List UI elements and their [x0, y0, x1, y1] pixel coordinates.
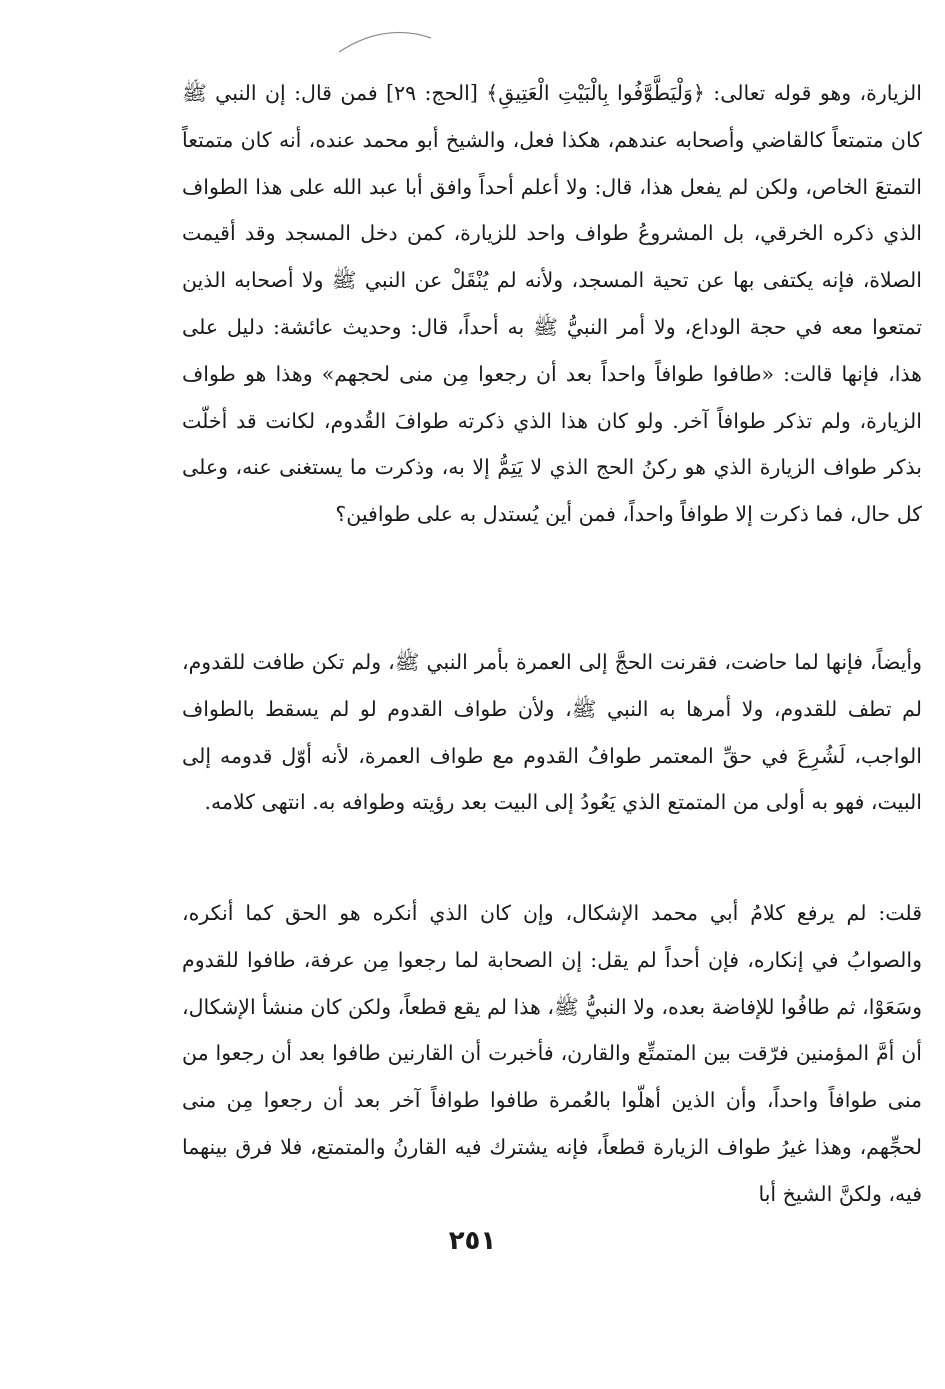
paragraph-block-3: [182, 890, 922, 1218]
paragraph-block-2: [182, 639, 922, 826]
page-number: ٢٥١: [448, 1226, 497, 1256]
page-top-arc-mark: [335, 28, 435, 54]
paragraph-3: قلت: لم يرفع كلامُ أبي محمد الإشكال، وإن كان الذي أنكره هو الحق كما أنكره، والصوابُ في إنكاره، فإن أحداً لم يقل: إن الصحابة لما رجعوا مِن عرفة، طافوا للقدوم وسَعَوْا، ثم طافُوا للإفاضة بعده، ولا النبيُّ ﷺ، هذا لم يقع قطعاً، ولكن كان منشأ الإشكال، أن أمَّ المؤمنين فرّقت بين المتمتِّع والقارن، فأخبرت أن القارنين طافوا بعد أن رجعوا من منى طوافاً واحداً، وأن الذين أهلّوا بالعُمرة طافوا طوافاً آخر بعد أن رجعوا مِن منى لحجِّهم، وهذا غيرُ طواف الزيارة قطعاً، فإنه يشترك فيه القارنُ والمتمتع، فلا فرق بينهما فيه، ولكنَّ الشيخ أبا: [182, 901, 922, 1206]
paragraph-block-1: [182, 70, 922, 538]
paragraph-1: الزيارة، وهو قوله تعالى: ﴿وَلْيَطَّوَّفُوا بِالْبَيْتِ الْعَتِيقِ﴾ [الحج: ٢٩] فمن قال: إن النبي ﷺ كان متمتعاً كالقاضي وأصحابه عندهم، هكذا فعل، والشيخ أبو محمد عنده، أنه كان متمتعاً التمتعَ الخاص، ولكن لم يفعل هذا، قال: ولا أعلم أحداً وافق أبا عبد الله على هذا الطواف الذي ذكره الخرقي، بل المشروعُ طواف واحد للزيارة، كمن دخل المسجد وقد أقيمت الصلاة، فإنه يكتفى بها عن تحية المسجد، ولأنه لم يُنْقَلْ عن النبي ﷺ ولا أصحابه الذين تمتعوا معه في حجة الوداع، ولا أمر النبيُّ ﷺ به أحداً، قال: وحديث عائشة: دليل على هذا، فإنها قالت: «طافوا طوافاً واحداً بعد أن رجعوا مِن منى لحجهم» وهذا هو طواف الزيارة، ولم تذكر طوافاً آخر. ولو كان هذا الذي ذكرته طوافَ القُدوم، لكانت قد أخلّت بذكر طواف الزيارة الذي هو ركنُ الحج الذي لا يَتِمُّ إلا به، وذكرت ما يستغنى عنه، وعلى كل حال، فما ذكرت إلا طوافاً واحداً، فمن أين يُستدل به على طوافين؟: [182, 81, 922, 527]
paragraph-2: وأيضاً، فإنها لما حاضت، فقرنت الحجَّ إلى العمرة بأمر النبي ﷺ، ولم تكن طافت للقدوم، لم تطف للقدوم، ولا أمرها به النبي ﷺ، ولأن طواف القدوم لو لم يسقط بالطواف الواجب، لَشُرِعَ في حقِّ المعتمر طوافُ القدوم مع طواف العمرة، لأنه أوّل قدومه إلى البيت، فهو به أولى من المتمتع الذي يَعُودُ إلى البيت بعد رؤيته وطوافه به. انتهى كلامه.: [182, 650, 922, 815]
